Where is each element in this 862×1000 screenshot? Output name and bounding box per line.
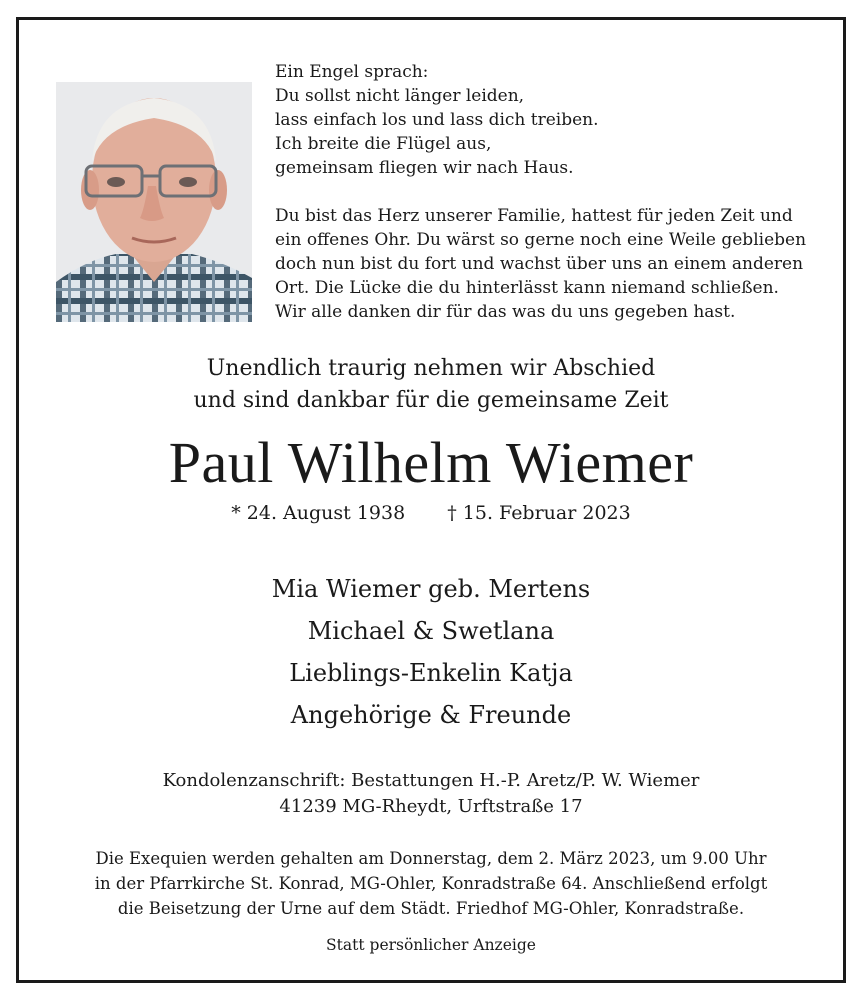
tribute-line: Du bist das Herz unserer Familie, hattest für jeden Zeit und [275, 206, 793, 226]
tribute-line: ein offenes Ohr. Du wärst so gerne noch eine Weile geblieben [275, 230, 807, 250]
service-line: die Beisetzung der Urne auf dem Städt. Friedhof MG-Ohler, Konradstraße. [117, 899, 745, 918]
mourner-name: Mia Wiemer geb. Mertens [271, 575, 591, 603]
address-line: 41239 MG-Rheydt, Urftstraße 17 [279, 796, 583, 817]
subtitle-line: Unendlich traurig nehmen wir Abschied [206, 356, 656, 381]
mourner-name: Michael & Swetlana [307, 617, 555, 645]
portrait-photo [56, 82, 252, 322]
life-dates [0, 499, 862, 527]
stanza-gap [275, 180, 820, 204]
mourner-name: Angehörige & Freunde [290, 701, 572, 729]
subtitle-line: und sind dankbar für die gemeinsame Zeit [193, 388, 669, 413]
deceased-name: Paul Wilhelm Wiemer [168, 430, 694, 495]
mourners-list [0, 568, 862, 736]
tribute-line: Wir alle danken dir für das was du uns gegeben hast. [275, 302, 736, 322]
condolence-address [0, 768, 862, 820]
poem-line: Ich breite die Flügel aus, [275, 134, 492, 154]
farewell-subtitle [0, 353, 862, 417]
birth-date: * 24. August 1938 [231, 502, 406, 524]
tribute-line: Ort. Die Lücke die du hinterlässt kann niemand schließen. [275, 278, 779, 298]
service-information [0, 846, 862, 921]
poem-line: Ein Engel sprach: [275, 62, 429, 82]
poem-block [275, 60, 820, 324]
tribute-line: doch nun bist du fort und wachst über uns an einem anderen [275, 254, 804, 274]
poem-line: lass einfach los und lass dich treiben. [275, 110, 599, 130]
poem-line: gemeinsam fliegen wir nach Haus. [275, 158, 574, 178]
service-line: Die Exequien werden gehalten am Donnerstag, dem 2. März 2023, um 9.00 Uhr [95, 849, 767, 868]
footer-note: Statt persönlicher Anzeige [326, 936, 536, 954]
poem-line: Du sollst nicht länger leiden, [275, 86, 525, 106]
mourner-name: Lieblings-Enkelin Katja [289, 659, 573, 687]
death-date: † 15. Februar 2023 [447, 502, 631, 524]
service-line: in der Pfarrkirche St. Konrad, MG-Ohler, Konradstraße 64. Anschließend erfolgt [94, 874, 768, 893]
address-line: Kondolenzanschrift: Bestattungen H.-P. Aretz/P. W. Wiemer [162, 770, 700, 791]
